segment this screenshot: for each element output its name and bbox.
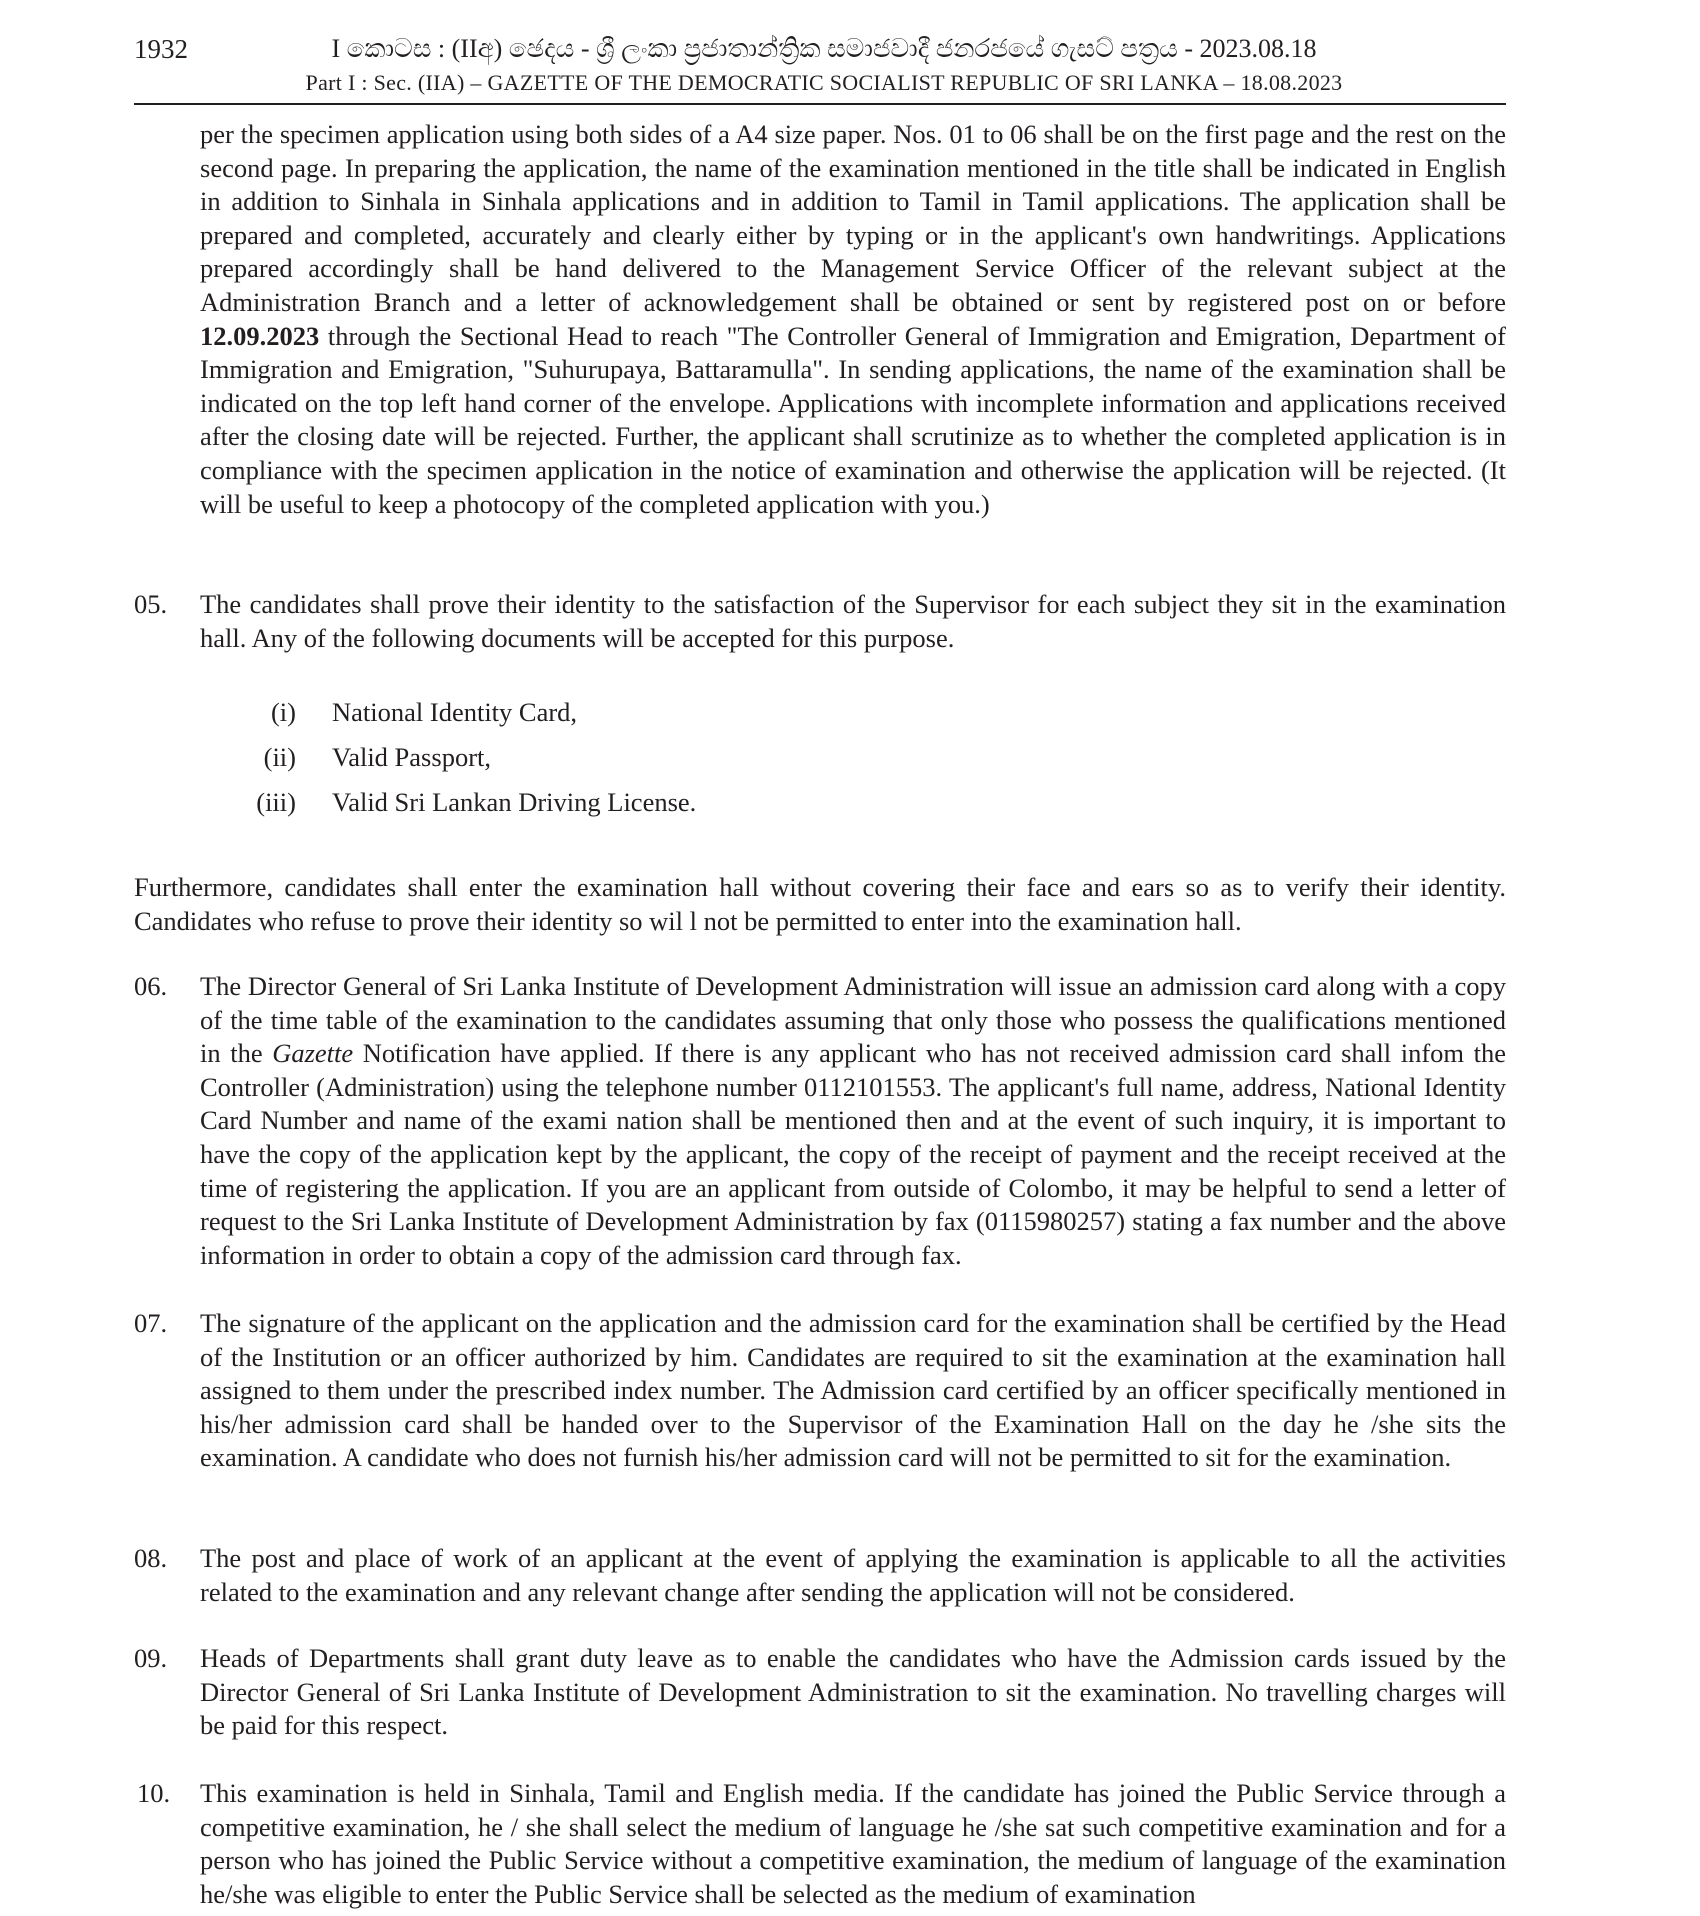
- section-number-06: 06.: [134, 971, 168, 1001]
- list-marker: (iii): [256, 787, 296, 817]
- paragraph-05: The candidates shall prove their identity to the satisfaction of the Supervisor for each subject they sit in the examination hall. Any of the following documents will be accepted for this purpose.: [200, 589, 1506, 653]
- paragraph-07: The signature of the applicant on the application and the admission card for the examination shall be certified by the Head of the Institution or an officer authorized by him. Candidates are required to sit the examination at the examination hall assigned to them under the prescribed index number. The Admission card certified by an officer specifically mentioned in his/her admission card shall be handed over to the Supervisor of the Examination Hall on the day he /she sits the examination. A candidate who does not furnish his/her admission card will not be permitted to sit for the examination.: [200, 1308, 1506, 1473]
- closing-date: 12.09.2023: [200, 320, 320, 351]
- paragraph-text: through the Sectional Head to reach "The Controller General of Immigration and Emigration, Department of Immigration and Emigration, "Suhurupaya, Battaramulla". In sending applications, the name of the examination shall be indicated on the top left hand corner of the envelope. Applications with incomplete information and applications received after the closing date will be rejected. Further, the applicant shall scrutinize as to whether the completed application is in compliance with the specimen application in the notice of examination and otherwise the application will be rejected. (It will be useful to keep a photocopy of the completed application with you.): [200, 320, 1506, 519]
- document-list-item: [250, 740, 1050, 774]
- section-number-10: 10.: [137, 1778, 171, 1808]
- paragraph-04-continuation: [200, 118, 1506, 521]
- list-marker: (i): [270, 697, 296, 727]
- list-item-text: Valid Sri Lankan Driving License.: [332, 787, 697, 817]
- paragraph-text: per the specimen application using both sides of a A4 size paper. Nos. 01 to 06 shall be on the first page and the rest on the second page. In preparing the application, the name of the examination mentioned in the title shall be indicated in English in addition to Sinhala in Sinhala applications and in addition to Tamil in Tamil applications. The application shall be prepared and completed, accurately and clearly either by typing or in the applicant's own handwritings. Applications prepared accordingly shall be hand delivered to the Management Service Officer of the relevant subject at the Administration Branch and a letter of acknowledgement shall be obtained or sent by registered post on or before: [200, 119, 1506, 317]
- paragraph-furthermore: Furthermore, candidates shall enter the examination hall without covering their face and ears so as to verify their identity. Candidates who refuse to prove their identity so wil l not be permitted to enter into the examination hall.: [134, 872, 1506, 936]
- header-title: I කොටස : (IIඅ) ඡෙදය - ශ්‍රී ලංකා ප්‍රජාතාන්ත්‍රික සමාජවාදී ජනරජයේ ගැසට් පත්‍රය - 2023.08.18: [331, 34, 1317, 63]
- list-marker: (ii): [263, 742, 296, 772]
- paragraph-10: This examination is held in Sinhala, Tamil and English media. If the candidate has joined the Public Service through a competitive examination, he / she shall select the medium of language he /she sat such competitive examination and for a person who has joined the Public Service without a competitive examination, the medium of language of the examination he/she was eligible to enter the Public Service shall be selected as the medium of examination: [200, 1778, 1506, 1909]
- section-number-08: 08.: [134, 1543, 168, 1573]
- document-list-item: [250, 695, 1050, 729]
- paragraph-09: Heads of Departments shall grant duty leave as to enable the candidates who have the Admission cards issued by the Director General of Sri Lanka Institute of Development Administration to sit the examination. No travelling charges will be paid for this respect.: [200, 1643, 1506, 1741]
- header-divider: [134, 103, 1506, 105]
- paragraph-text: Notification have applied. If there is any applicant who has not received admission card shall infom the Controller (Administration) using the telephone number 0112101553. The applicant's full name, address, National Identity Card Number and name of the exami nation shall be mentioned then and at the event of such inquiry, it is important to have the copy of the application kept by the applicant, the copy of the receipt of payment and the receipt received at the time of registering the application. If you are an applicant from outside of Colombo, it may be helpful to send a letter of request to the Sri Lanka Institute of Development Administration by fax (0115980257) stating a fax number and the above information in order to obtain a copy of the admission card through fax.: [200, 1038, 1506, 1270]
- list-item-text: Valid Passport,: [332, 742, 491, 772]
- section-number-09: 09.: [134, 1643, 168, 1673]
- paragraph-08: The post and place of work of an applicant at the event of applying the examination is applicable to all the activities related to the examination and any relevant change after sending the application will not be considered.: [200, 1543, 1506, 1607]
- list-item-text: National Identity Card,: [332, 697, 578, 727]
- paragraph-06: [200, 970, 1506, 1272]
- header-subtitle: Part I : Sec. (IIA) – GAZETTE OF THE DEMOCRATIC SOCIALIST REPUBLIC OF SRI LANKA – 18.08.2023: [305, 70, 1343, 95]
- document-list-item: [250, 785, 1050, 819]
- section-number-07: 07.: [134, 1308, 168, 1338]
- paragraph-text: The Director General of Sri Lanka Institute of Development Administration will issue an admission card along with a copy of the time table of the examination to the candidates assuming that only those who possess the qualifications mentioned in the: [200, 971, 1506, 1069]
- page-header: [134, 30, 1506, 105]
- gazette-italic: Gazette: [272, 1038, 354, 1069]
- page-number: 1932: [134, 34, 188, 64]
- section-number-05: 05.: [134, 589, 168, 619]
